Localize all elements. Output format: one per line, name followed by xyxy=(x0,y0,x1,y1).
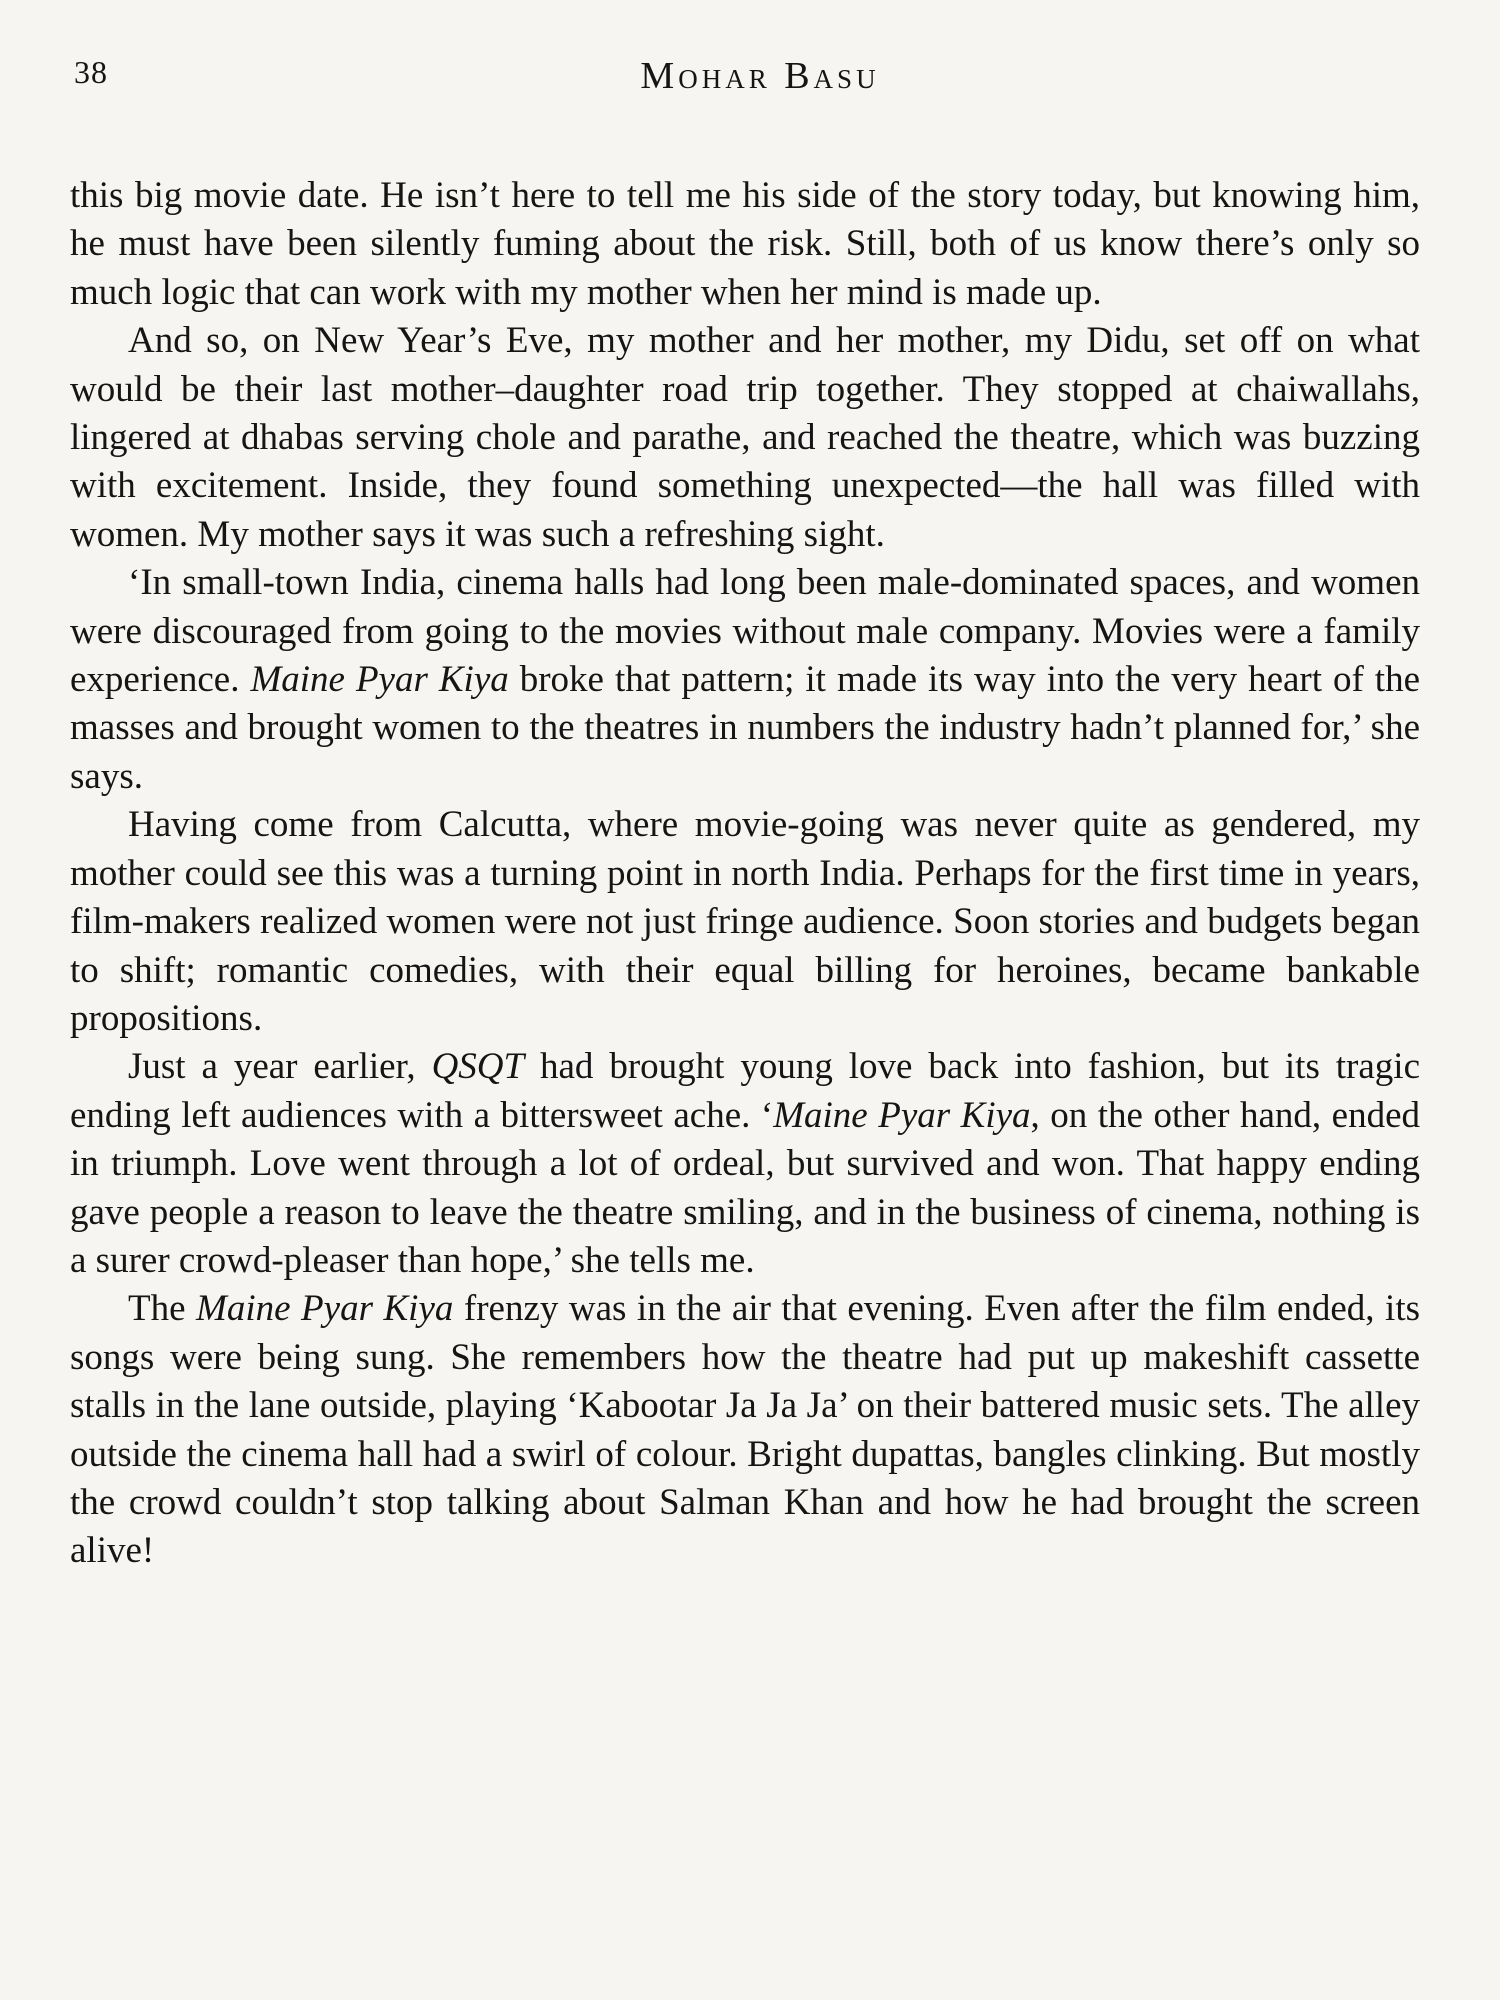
text-segment: , on the other hand, ended in triumph. Love went through a lot of ordeal, but survived and won. That happy ending gave people a reason to leave the theatre smiling, and in the business of cinema, nothing is a surer crowd-pleaser than hope,’ she tells me. xyxy=(70,1094,1420,1281)
text-segment: broke that pattern; it made its way into the very heart of the masses and brought women to the theatres in numbers the industry hadn’t planned for,’ she says. xyxy=(70,659,1420,797)
film-title: Maine Pyar Kiya xyxy=(250,659,509,701)
text-segment: Just a year earlier, xyxy=(128,1046,432,1088)
paragraph xyxy=(70,559,1420,801)
body-text xyxy=(70,172,1420,1576)
paragraph xyxy=(70,801,1420,1043)
paragraph xyxy=(70,172,1420,317)
film-title: Maine Pyar Kiya xyxy=(196,1288,454,1330)
text-segment: And so, on New Year’s Eve, my mother and her mother, my Didu, set off on what would be their last mother–daughter road trip together. They stopped at chaiwallahs, lingered at dhabas serving chole and parathe, and reached the theatre, which was buzzing with excitement. Inside, they found something unexpected—the hall was filled with women. My mother says it was such a refreshing sight. xyxy=(70,320,1420,555)
paragraph xyxy=(70,1285,1420,1575)
paragraph xyxy=(70,1043,1420,1285)
text-segment: Having come from Calcutta, where movie-going was never quite as gendered, my mother could see this was a turning point in north India. Perhaps for the first time in years, film-makers realized women were not just fringe audience. Soon stories and budgets began to shift; romantic comedies, with their equal billing for heroines, became bankable propositions. xyxy=(70,804,1420,1039)
film-title: Maine Pyar Kiya xyxy=(773,1094,1031,1136)
text-segment: The xyxy=(128,1288,197,1330)
text-segment: ‘In small-town India, cinema halls had long been male-dominated spaces, and women were discouraged from going to the movies without male company. Movies were a family experience. xyxy=(70,562,1420,701)
text-segment: frenzy was in the air that evening. Even after the film ended, its songs were being sung. She remembers how the theatre had put up makeshift cassette stalls in the lane outside, playing ‘Kabootar Ja Ja Ja’ on their battered music sets. The alley outside the cinema hall had a swirl of colour. Bright dupattas, bangles clinking. But mostly the crowd couldn’t stop talking about Salman Khan and how he had brought the screen alive! xyxy=(70,1288,1420,1572)
paragraph xyxy=(70,317,1420,559)
film-title: QSQT xyxy=(431,1046,525,1088)
text-segment: had brought young love back into fashion, but its tragic ending left audiences with a bittersweet ache. ‘ xyxy=(70,1046,1420,1136)
running-head-author: Mohar Basu xyxy=(640,55,880,97)
page-number: 38 xyxy=(74,54,108,90)
text-segment: this big movie date. He isn’t here to tell me his side of the story today, but knowing him, he must have been silently fuming about the risk. Still, both of us know there’s only so much logic that can work with my mother when her mind is made up. xyxy=(70,175,1420,313)
